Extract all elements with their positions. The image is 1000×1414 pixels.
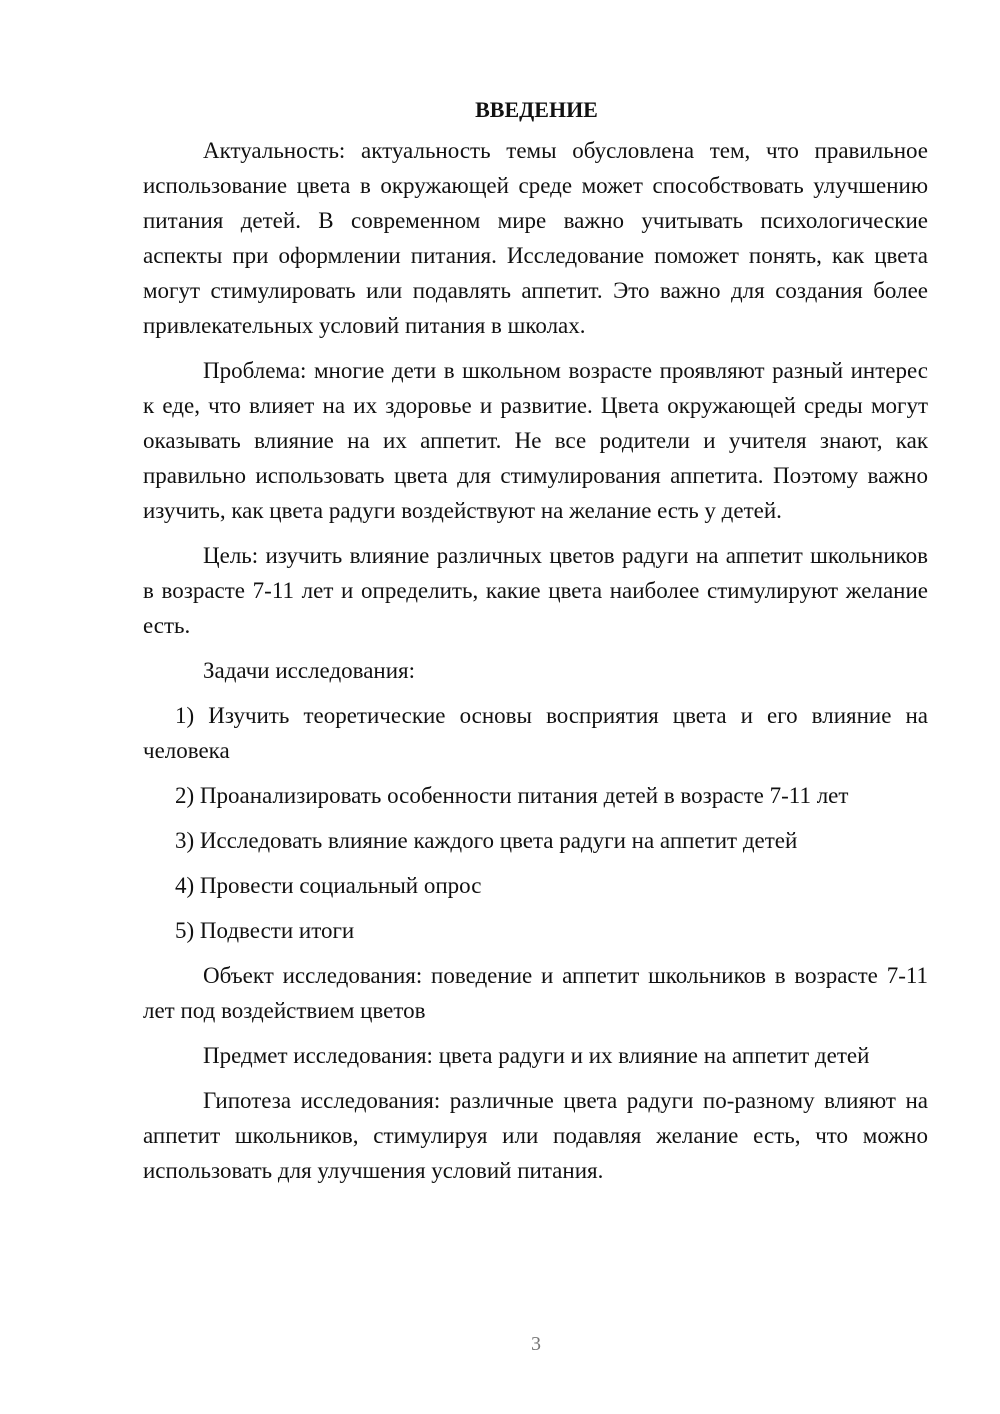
section-title: ВВЕДЕНИЕ [475, 97, 598, 122]
paragraph-problem: Проблема: многие дети в школьном возрасте проявляют разный интерес к еде, что влияет на их здоровье и развитие. Цвета окружающей среды могут оказывать влияние на их аппетит. Не все родители и учителя знают, как правильно использовать цвета для стимулирования аппетита. Поэтому важно изучить, как цвета радуги воздействуют на желание есть у детей. [143, 358, 928, 523]
task-item: 5) Подвести итоги [175, 918, 355, 943]
task-item: 3) Исследовать влияние каждого цвета радуги на аппетит детей [175, 828, 798, 853]
task-item: 2) Проанализировать особенности питания детей в возрасте 7-11 лет [175, 783, 849, 808]
page-content [143, 95, 928, 1198]
tasks-heading: Задачи исследования: [203, 658, 416, 683]
paragraph-object: Объект исследования: поведение и аппетит школьников в возрасте 7-11 лет под воздействием цветов [143, 963, 928, 1023]
task-item: 4) Провести социальный опрос [175, 873, 482, 898]
paragraph-subject: Предмет исследования: цвета радуги и их влияние на аппетит детей [203, 1043, 870, 1068]
task-item: 1) Изучить теоретические основы восприятия цвета и его влияние на человека [143, 703, 928, 763]
paragraph-hypothesis: Гипотеза исследования: различные цвета радуги по-разному влияют на аппетит школьников, стимулируя или подавляя желание есть, что можно использовать для улучшения условий питания. [143, 1088, 928, 1183]
page-number: 3 [531, 1333, 541, 1355]
paragraph-goal: Цель: изучить влияние различных цветов радуги на аппетит школьников в возрасте 7-11 лет и определить, какие цвета наиболее стимулируют желание есть. [143, 543, 928, 638]
paragraph-relevance: Актуальность: актуальность темы обусловлена тем, что правильное использование цвета в окружающей среде может способствовать улучшению питания детей. В современном мире важно учитывать психологические аспекты при оформлении питания. Исследование поможет понять, как цвета могут стимулировать или подавлять аппетит. Это важно для создания более привлекательных условий питания в школах. [143, 138, 928, 338]
tasks-list [143, 698, 928, 948]
